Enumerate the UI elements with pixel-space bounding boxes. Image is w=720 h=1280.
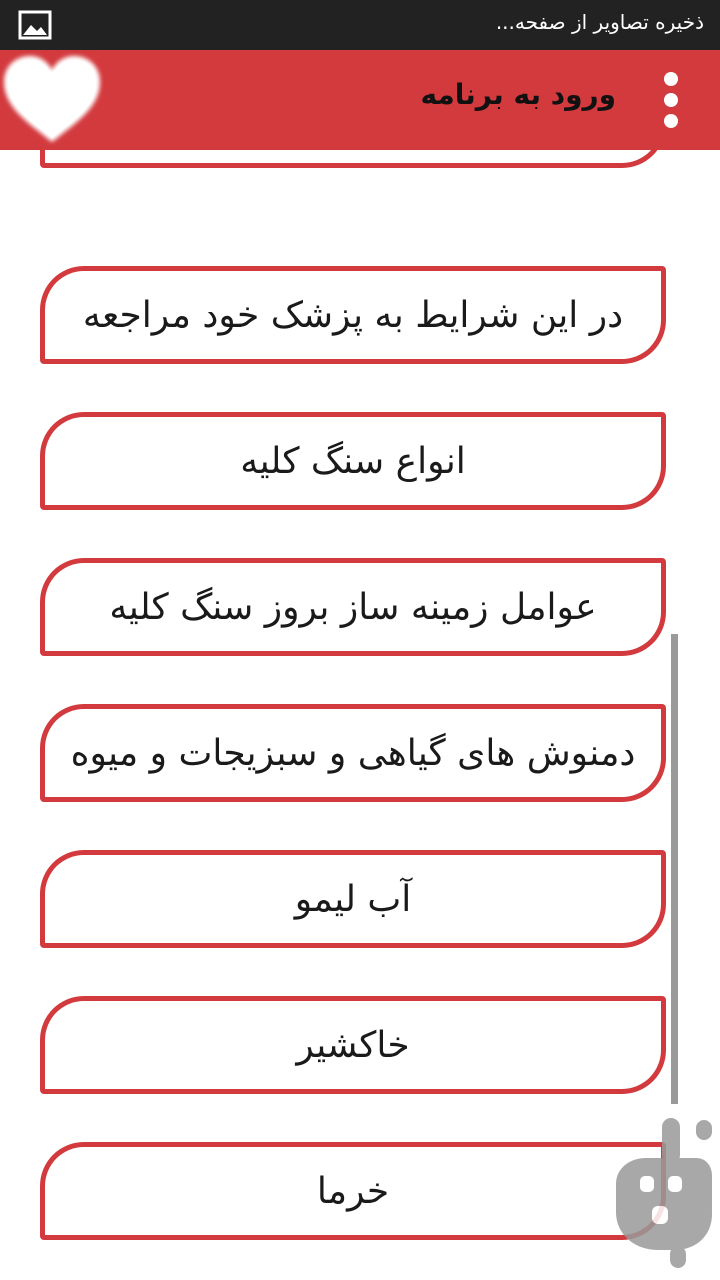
- list-item-label: در این شرایط به پزشک خود مراجعه: [82, 294, 624, 336]
- list-item-label: عوامل زمینه ساز بروز سنگ کلیه: [109, 586, 597, 628]
- store-logo-icon: [612, 1118, 716, 1268]
- app-title[interactable]: ورود به برنامه: [420, 78, 616, 111]
- list-item-label: آب لیمو: [294, 878, 412, 920]
- list-item-partial[interactable]: [40, 150, 666, 168]
- overflow-menu-icon[interactable]: [648, 66, 694, 134]
- status-bar: [0, 0, 720, 50]
- scrollbar[interactable]: [671, 634, 678, 1104]
- notification-text: ذخیره تصاویر از صفحه...: [495, 10, 704, 34]
- list-item[interactable]: [40, 266, 666, 364]
- heart-icon[interactable]: [0, 52, 104, 148]
- app-bar: [0, 50, 720, 150]
- topic-list[interactable]: [0, 150, 720, 1280]
- list-item[interactable]: [40, 850, 666, 948]
- list-item-label: انواع سنگ کلیه: [240, 440, 466, 482]
- gallery-icon: [18, 10, 52, 40]
- list-item[interactable]: [40, 412, 666, 510]
- list-item[interactable]: [40, 558, 666, 656]
- list-item[interactable]: [40, 704, 666, 802]
- list-item-label: خاکشیر: [296, 1024, 410, 1066]
- list-item-label: خرما: [316, 1170, 390, 1212]
- list-item-label: دمنوش های گیاهی و سبزیجات و میوه: [70, 732, 636, 774]
- list-item[interactable]: [40, 1142, 666, 1240]
- list-item[interactable]: [40, 996, 666, 1094]
